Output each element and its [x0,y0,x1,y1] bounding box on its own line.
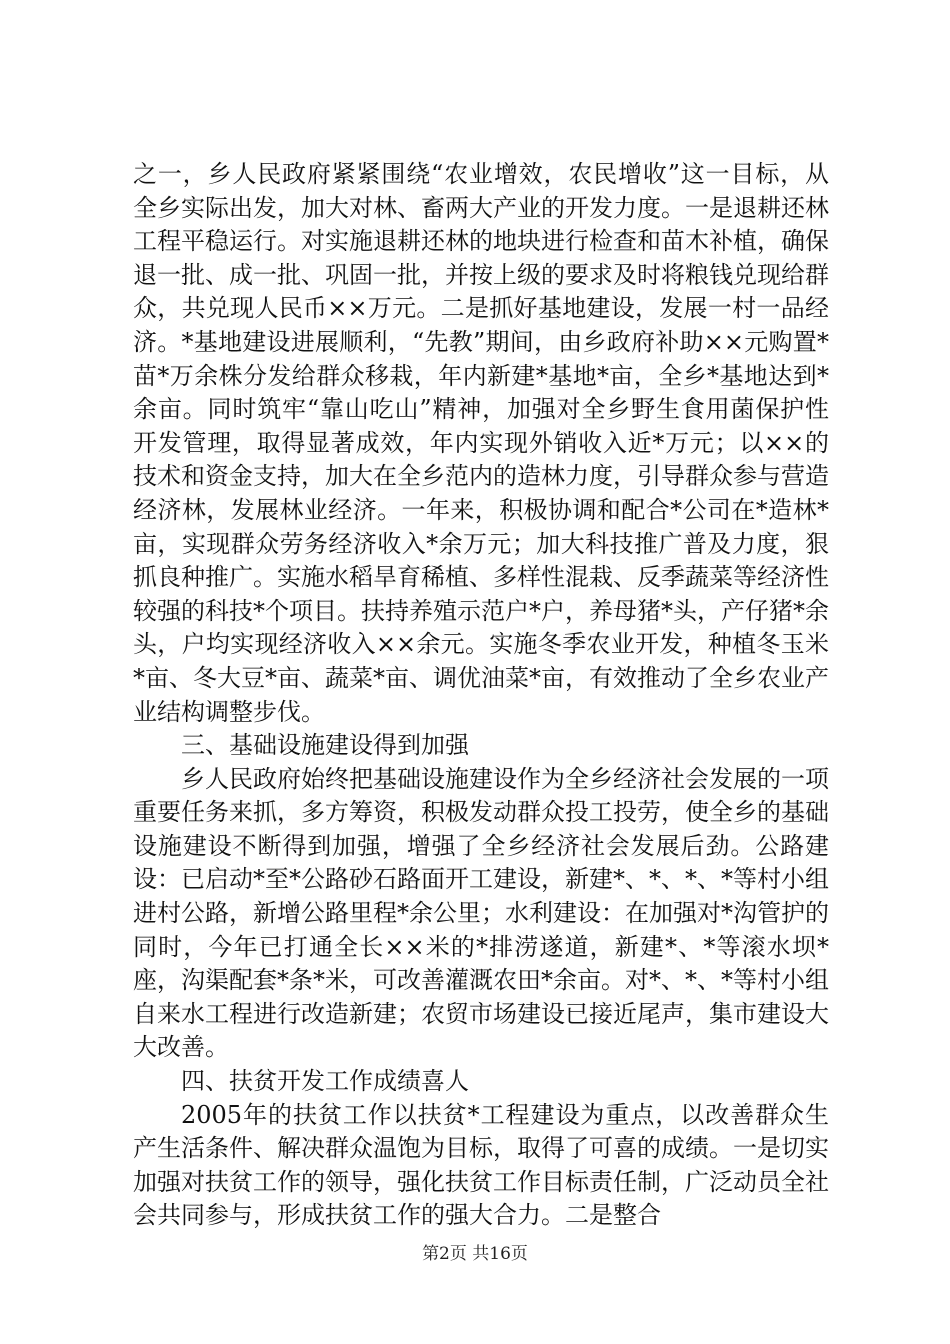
section-heading-infrastructure: 三、基础设施建设得到加强 [181,731,469,760]
page-number-footer: 第2页 共16页 [422,1244,528,1264]
section-heading-poverty-relief: 四、扶贫开发工作成绩喜人 [181,1067,469,1096]
document-body [133,158,829,1233]
paragraph-infrastructure: 乡人民政府始终把基础设施建设作为全乡经济社会发展的一项重要任务来抓，多方筹资，积极发动群众投工投劳，使全乡的基础设施建设不断得到加强，增强了全乡经济社会发展后劲。公路建设：已启动*至*公路砂石路面开工建设，新建*、*、*、*等村小组进村公路，新增公路里程*余公里；水利建设：在加强对*沟管护的同时，今年已打通全长××米的*排涝遂道，新建*、*等滚水坝*座，沟渠配套*条*米，可改善灌溉农田*余亩。对*、*、*等村小组自来水工程进行改造新建；农贸市场建设已接近尾声，集市建设大大改善。 [133,764,829,1062]
paragraph-poverty-relief: 2005年的扶贫工作以扶贫*工程建设为重点，以改善群众生产生活条件、解决群众温饱为目标，取得了可喜的成绩。一是切实加强对扶贫工作的领导，强化扶贫工作目标责任制，广泛动员全社会共同参与，形成扶贫工作的强大合力。二是整合 [133,1100,829,1230]
paragraph-agriculture: 之一，乡人民政府紧紧围绕“农业增效，农民增收”这一目标，从全乡实际出发，加大对林、畜两大产业的开发力度。一是退耕还林工程平稳运行。对实施退耕还林的地块进行检查和苗木补植，确保退一批、成一批、巩固一批，并按上级的要求及时将粮钱兑现给群众，共兑现人民币××万元。二是抓好基地建设，发展一村一品经济。*基地建设进展顺利，“先教”期间，由乡政府补助××元购置*苗*万余株分发给群众移栽，年内新建*基地*亩，全乡*基地达到*余亩。同时筑牢“靠山吃山”精神，加强对全乡野生食用菌保护性开发管理，取得显著成效，年内实现外销收入近*万元；以××的技术和资金支持，加大在全乡范内的造林力度，引导群众参与营造经济林，发展林业经济。一年来，积极协调和配合*公司在*造林*亩，实现群众劳务经济收入*余万元；加大科技推广普及力度，狠抓良种推广。实施水稻旱育稀植、多样性混栽、反季蔬菜等经济性较强的科技*个项目。扶持养殖示范户*户，养母猪*头，产仔猪*余头，户均实现经济收入××余元。实施冬季农业开发，种植冬玉米*亩、冬大豆*亩、蔬菜*亩、调优油菜*亩，有效推动了全乡农业产业结构调整步伐。 [133,160,829,726]
